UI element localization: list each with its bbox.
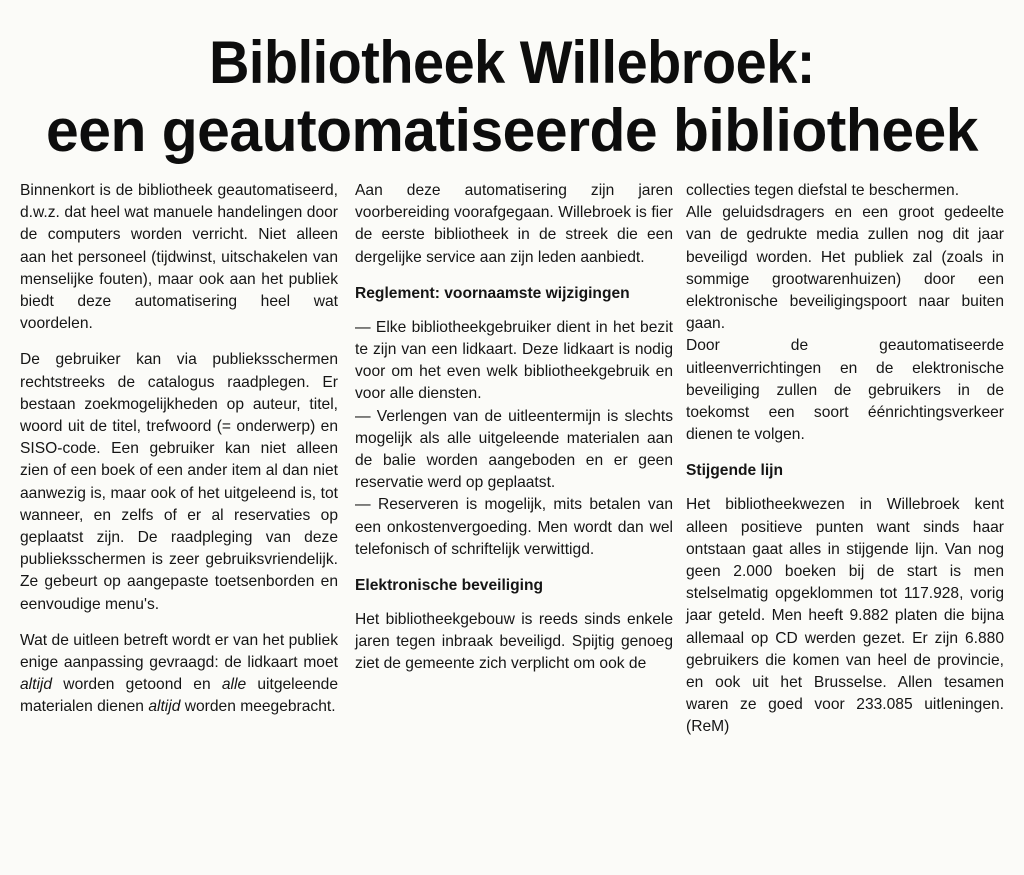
paragraph-collecties: collecties tegen diefstal te beschermen. [686,182,960,199]
uitleen-text-g: worden meegebracht. [180,698,336,716]
rule-verlengen: — Verlengen van de uitleentermijn is slechts mogelijk als alle uitgeleende materialen aan de balie worden aangeboden en er geen reservatie werd op geplaatst. [355,407,673,492]
paragraph-publieksschermen: De gebruiker kan via publieksschermen rechtstreeks de catalogus raadplegen. Er bestaan zoekmogelijkheden op auteur, titel, woord uit de titel, trefwoord (= onderwerp) en SISO-code. Een gebruiker kan niet alleen zien of een boek of een ander item al dan niet aanwezig is, maar ook of het uitgeleend is, tot wanneer, en zelfs of er al reservaties op geplaatst zijn. De raadpleging van deze publieksschermen is zeer gebruiksvriendelijk. Ze gebeurt op aangepaste toetsenborden en eenvoudige menu's. [20,351,338,613]
uitleen-emphasis-alle: alle [221,676,247,694]
article-column-3 [686,180,1004,739]
article-column-1 [20,180,338,719]
rule-reserveren: — Reserveren is mogelijk, mits betalen van een onkostenvergoeding. Men wordt dan wel telefonisch of schriftelijk verwittigd. [355,496,673,558]
paragraph-geluidsdragers: Alle geluidsdragers en een groot gedeelte van de gedrukte media zullen nog dit jaar beveiligd worden. Het publiek zal (zoals in sommige grootwarenhuizen) door een elektronische beveiligingspoort naar buiten gaan. [686,204,1004,333]
subheading-reglement: Reglement: voornaamste wijzigingen [355,284,630,302]
article-column-2 [355,180,673,676]
paragraph-uitleen [20,630,338,719]
headline-line-2: een geautomatiseerde bibliotheek [46,97,978,164]
paragraph-eenrichtingsverkeer: Door de geautomatiseerde uitleenverrichtingen en de elektronische beveiliging zullen de gebruikers in de toekomst een soort éénrichtingsverkeer dienen te volgen. [686,337,1004,444]
paragraph-voorbereiding: Aan deze automatisering zijn jaren voorbereiding voorafgegaan. Willebroek is fier de eerste bibliotheek in de streek die een dergelijke service aan zijn leden aanbiedt. [355,182,673,266]
headline-line-1: Bibliotheek Willebroek: [209,29,815,96]
uitleen-text-c: worden getoond en [52,676,222,694]
uitleen-emphasis-altijd-2: altijd [148,698,181,716]
paragraph-beveiliging: Het bibliotheekgebouw is reeds sinds enkele jaren tegen inbraak beveiligd. Spijtig genoeg ziet de gemeente zich verplicht om ook de [355,611,673,673]
uitleen-text-e: uitgeleende materialen dienen [20,676,338,716]
uitleen-emphasis-altijd-1: altijd [20,676,53,694]
subheading-stijgende-lijn: Stijgende lijn [686,462,784,480]
subheading-beveiliging: Elektronische beveiliging [355,577,544,595]
paragraph-stijgende-lijn: Het bibliotheekwezen in Willebroek kent alleen positieve punten want sinds haar ontstaan gaat alles in stijgende lijn. Van nog geen 2.000 boeken bij de start is men stelselmatig opgeklommen tot 117.928, vorig jaar geteld. Men heeft 9.882 platen die bijna allemaal op CD werden gezet. Er zijn 6.880 gebruikers die komen van heel de provincie, en ook uit het Brusselse. Allen tesamen waren ze goed voor 233.085 uitleningen. (ReM) [686,496,1004,736]
uitleen-text-a: Wat de uitleen betreft wordt er van het publiek enige aanpassing gevraagd: de lidkaart moet [20,631,338,672]
rule-lidkaart: — Elke bibliotheekgebruiker dient in het bezit te zijn van een lidkaart. Deze lidkaart is nodig voor om het even welk bibliotheekgebruik en voor alle diensten. [355,318,673,403]
paragraph-intro: Binnenkort is de bibliotheek geautomatiseerd, d.w.z. dat heel wat manuele handelingen door de computers worden verricht. Niet alleen aan het personeel (tijdwinst, uitschakelen van menselijke fouten), maar ook aan het publiek biedt deze automatisering heel wat voordelen. [20,182,338,333]
